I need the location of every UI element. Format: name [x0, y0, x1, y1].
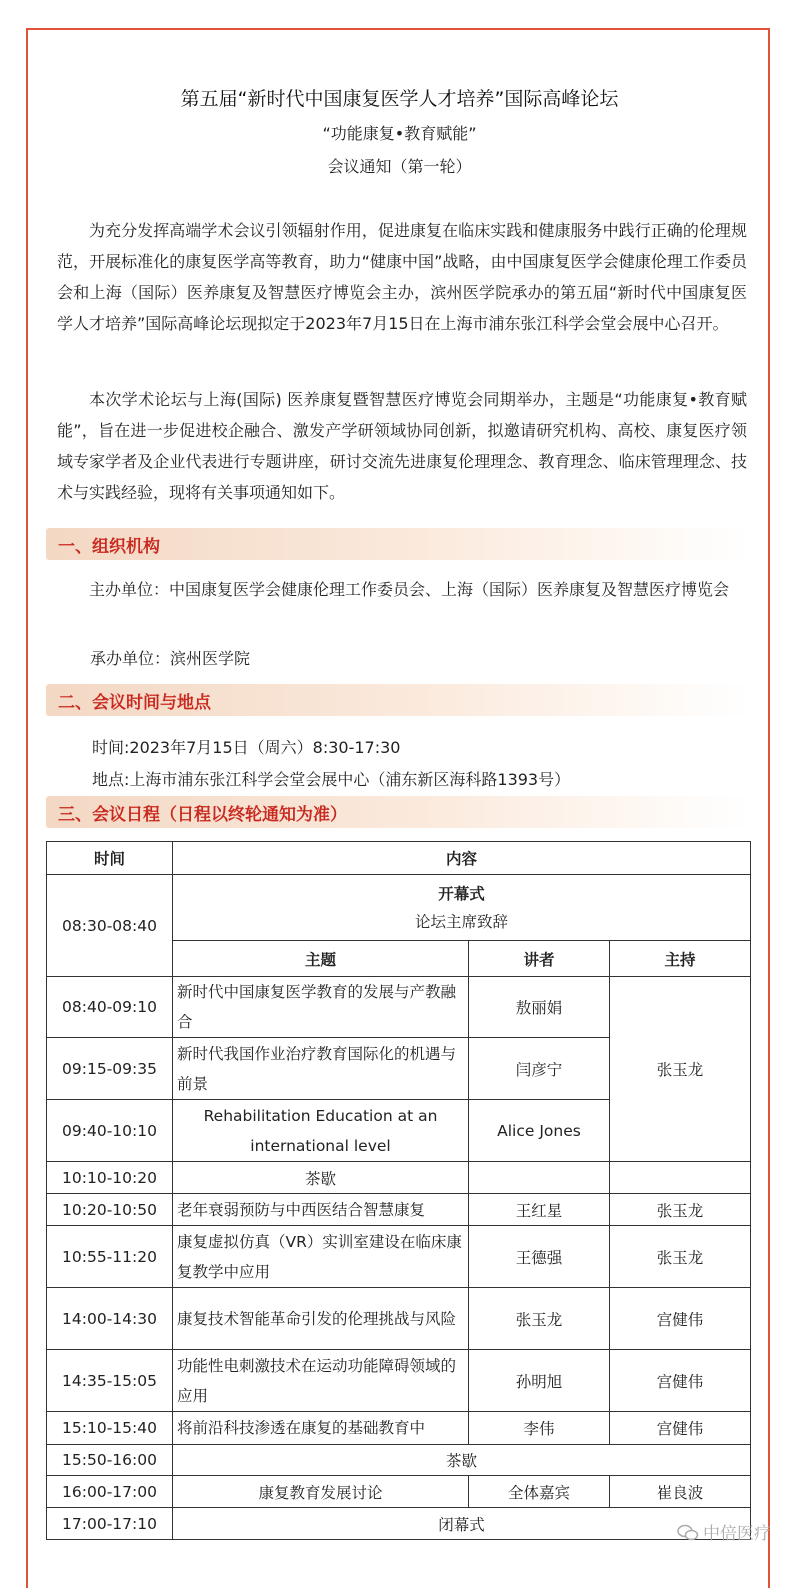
- row-time: 16:00-17:00: [47, 1476, 173, 1508]
- row-time: 17:00-17:10: [47, 1508, 173, 1540]
- table-row: [47, 1288, 751, 1350]
- intro-paragraph-1: 为充分发挥高端学术会议引领辐射作用，促进康复在临床实践和健康服务中践行正确的伦理规范，开展标准化的康复医学高等教育，助力“健康中国”战略，由中国康复医学会健康伦理工作委员会和上海（国际）医养康复及智慧医疗博览会主办，滨州医学院承办的第五届“新时代中国康复医学人才培养”国际高峰论坛现拟定于2023年7月15日在上海市浦东张江科学会堂会展中心召开。: [57, 221, 747, 333]
- column-header-time: 时间: [47, 842, 173, 875]
- row-host: 崔良波: [610, 1476, 751, 1508]
- theme-subtitle: “功能康复•教育赋能”: [322, 124, 477, 143]
- row-time: 10:10-10:20: [47, 1162, 173, 1194]
- row-time: 14:35-15:05: [47, 1350, 173, 1412]
- row-speaker: 李伟: [469, 1412, 610, 1445]
- row-time: 08:40-09:10: [47, 977, 173, 1038]
- row-speaker: 孙明旭: [469, 1350, 610, 1412]
- row-topic: 新时代我国作业治疗教育国际化的机遇与前景: [173, 1038, 469, 1100]
- row-topic: Rehabilitation Education at an international level: [173, 1100, 469, 1162]
- watermark-text: 中倍医疗: [703, 1524, 771, 1544]
- section-time-place-heading: 二、会议时间与地点: [46, 684, 750, 716]
- row-time: 10:20-10:50: [47, 1194, 173, 1226]
- row-topic: 新时代中国康复医学教育的发展与产教融合: [173, 977, 469, 1038]
- table-row: [47, 977, 751, 1038]
- wechat-icon: [677, 1524, 699, 1542]
- table-row: [47, 1412, 751, 1445]
- row-host: 宫健伟: [610, 1288, 751, 1350]
- table-row: [47, 1350, 751, 1412]
- organizer-text: 主办单位：中国康复医学会健康伦理工作委员会、上海（国际）医养康复及智慧医疗博览会: [89, 580, 730, 599]
- intro-paragraph-2: 本次学术论坛与上海(国际) 医养康复暨智慧医疗博览会同期举办，主题是“功能康复•教育赋能”，旨在进一步促进校企融合、激发产学研领域协同创新，拟邀请研究机构、高校、康复医疗领域专家学者及企业代表进行专题讲座，研讨交流先进康复伦理理念、教育理念、临床管理理念、技术与实践经验，现将有关事项通知如下。: [57, 390, 747, 502]
- column-header-host: 主持: [610, 941, 751, 977]
- row-time: 09:15-09:35: [47, 1038, 173, 1100]
- section-schedule-heading: 三、会议日程（日程以终轮通知为准）: [46, 796, 750, 828]
- row-host: 宫健伟: [610, 1350, 751, 1412]
- row-time: 15:10-15:40: [47, 1412, 173, 1445]
- empty-cell: [610, 1162, 751, 1194]
- row-speaker: 王德强: [469, 1226, 610, 1288]
- row-host: 张玉龙: [610, 1194, 751, 1226]
- row-time: 14:00-14:30: [47, 1288, 173, 1350]
- section-organizers-heading: 一、组织机构: [46, 528, 750, 560]
- row-topic: 将前沿科技渗透在康复的基础教育中: [173, 1412, 469, 1445]
- row-topic: 康复技术智能革命引发的伦理挑战与风险: [173, 1288, 469, 1350]
- meeting-place: 地点:上海市浦东张江科学会堂会展中心（浦东新区海科路1393号）: [92, 770, 571, 789]
- row-speaker: Alice Jones: [469, 1100, 610, 1162]
- table-row: [47, 1194, 751, 1226]
- opening-title: 开幕式: [438, 884, 485, 903]
- row-topic: 功能性电刺激技术在运动功能障碍领域的应用: [173, 1350, 469, 1412]
- row-topic: 康复教育发展讨论: [173, 1476, 469, 1508]
- row-speaker: 敖丽娟: [469, 977, 610, 1038]
- row-time: 10:55-11:20: [47, 1226, 173, 1288]
- table-header-row: [47, 842, 751, 875]
- meeting-time: 时间:2023年7月15日（周六）8:30-17:30: [92, 738, 401, 757]
- closing-row: [47, 1508, 751, 1540]
- watermark: [677, 1519, 771, 1544]
- row-time: 09:40-10:10: [47, 1100, 173, 1162]
- row-time: 15:50-16:00: [47, 1445, 173, 1476]
- schedule-table: [46, 841, 751, 1540]
- tea-break-row: [47, 1445, 751, 1476]
- opening-subtitle: 论坛主席致辞: [415, 912, 509, 931]
- row-topic: 老年衰弱预防与中西医结合智慧康复: [173, 1194, 469, 1226]
- row-host: 宫健伟: [610, 1412, 751, 1445]
- column-header-content: 内容: [173, 842, 751, 875]
- row-speaker: 闫彦宁: [469, 1038, 610, 1100]
- row-host: 张玉龙: [610, 1226, 751, 1288]
- row-speaker: 王红星: [469, 1194, 610, 1226]
- row-topic: 康复虚拟仿真（VR）实训室建设在临床康复教学中应用: [173, 1226, 469, 1288]
- row-speaker: 全体嘉宾: [469, 1476, 610, 1508]
- tea-break-label: 茶歇: [173, 1445, 751, 1476]
- column-header-topic: 主题: [173, 941, 469, 977]
- table-row: [47, 1226, 751, 1288]
- table-row: [47, 1476, 751, 1508]
- tea-break-label: 茶歇: [173, 1162, 469, 1194]
- page-title: 第五届“新时代中国康复医学人才培养”国际高峰论坛: [180, 88, 619, 110]
- opening-row: [47, 875, 751, 941]
- host-unit-text: 承办单位：滨州医学院: [90, 649, 251, 668]
- opening-time: 08:30-08:40: [47, 875, 173, 977]
- empty-cell: [469, 1162, 610, 1194]
- notice-subtitle: 会议通知（第一轮）: [327, 157, 472, 176]
- column-header-speaker: 讲者: [469, 941, 610, 977]
- row-speaker: 张玉龙: [469, 1288, 610, 1350]
- closing-label: 闭幕式: [173, 1508, 751, 1540]
- tea-break-row: [47, 1162, 751, 1194]
- block-host: 张玉龙: [610, 977, 751, 1162]
- opening-cell: [173, 875, 751, 941]
